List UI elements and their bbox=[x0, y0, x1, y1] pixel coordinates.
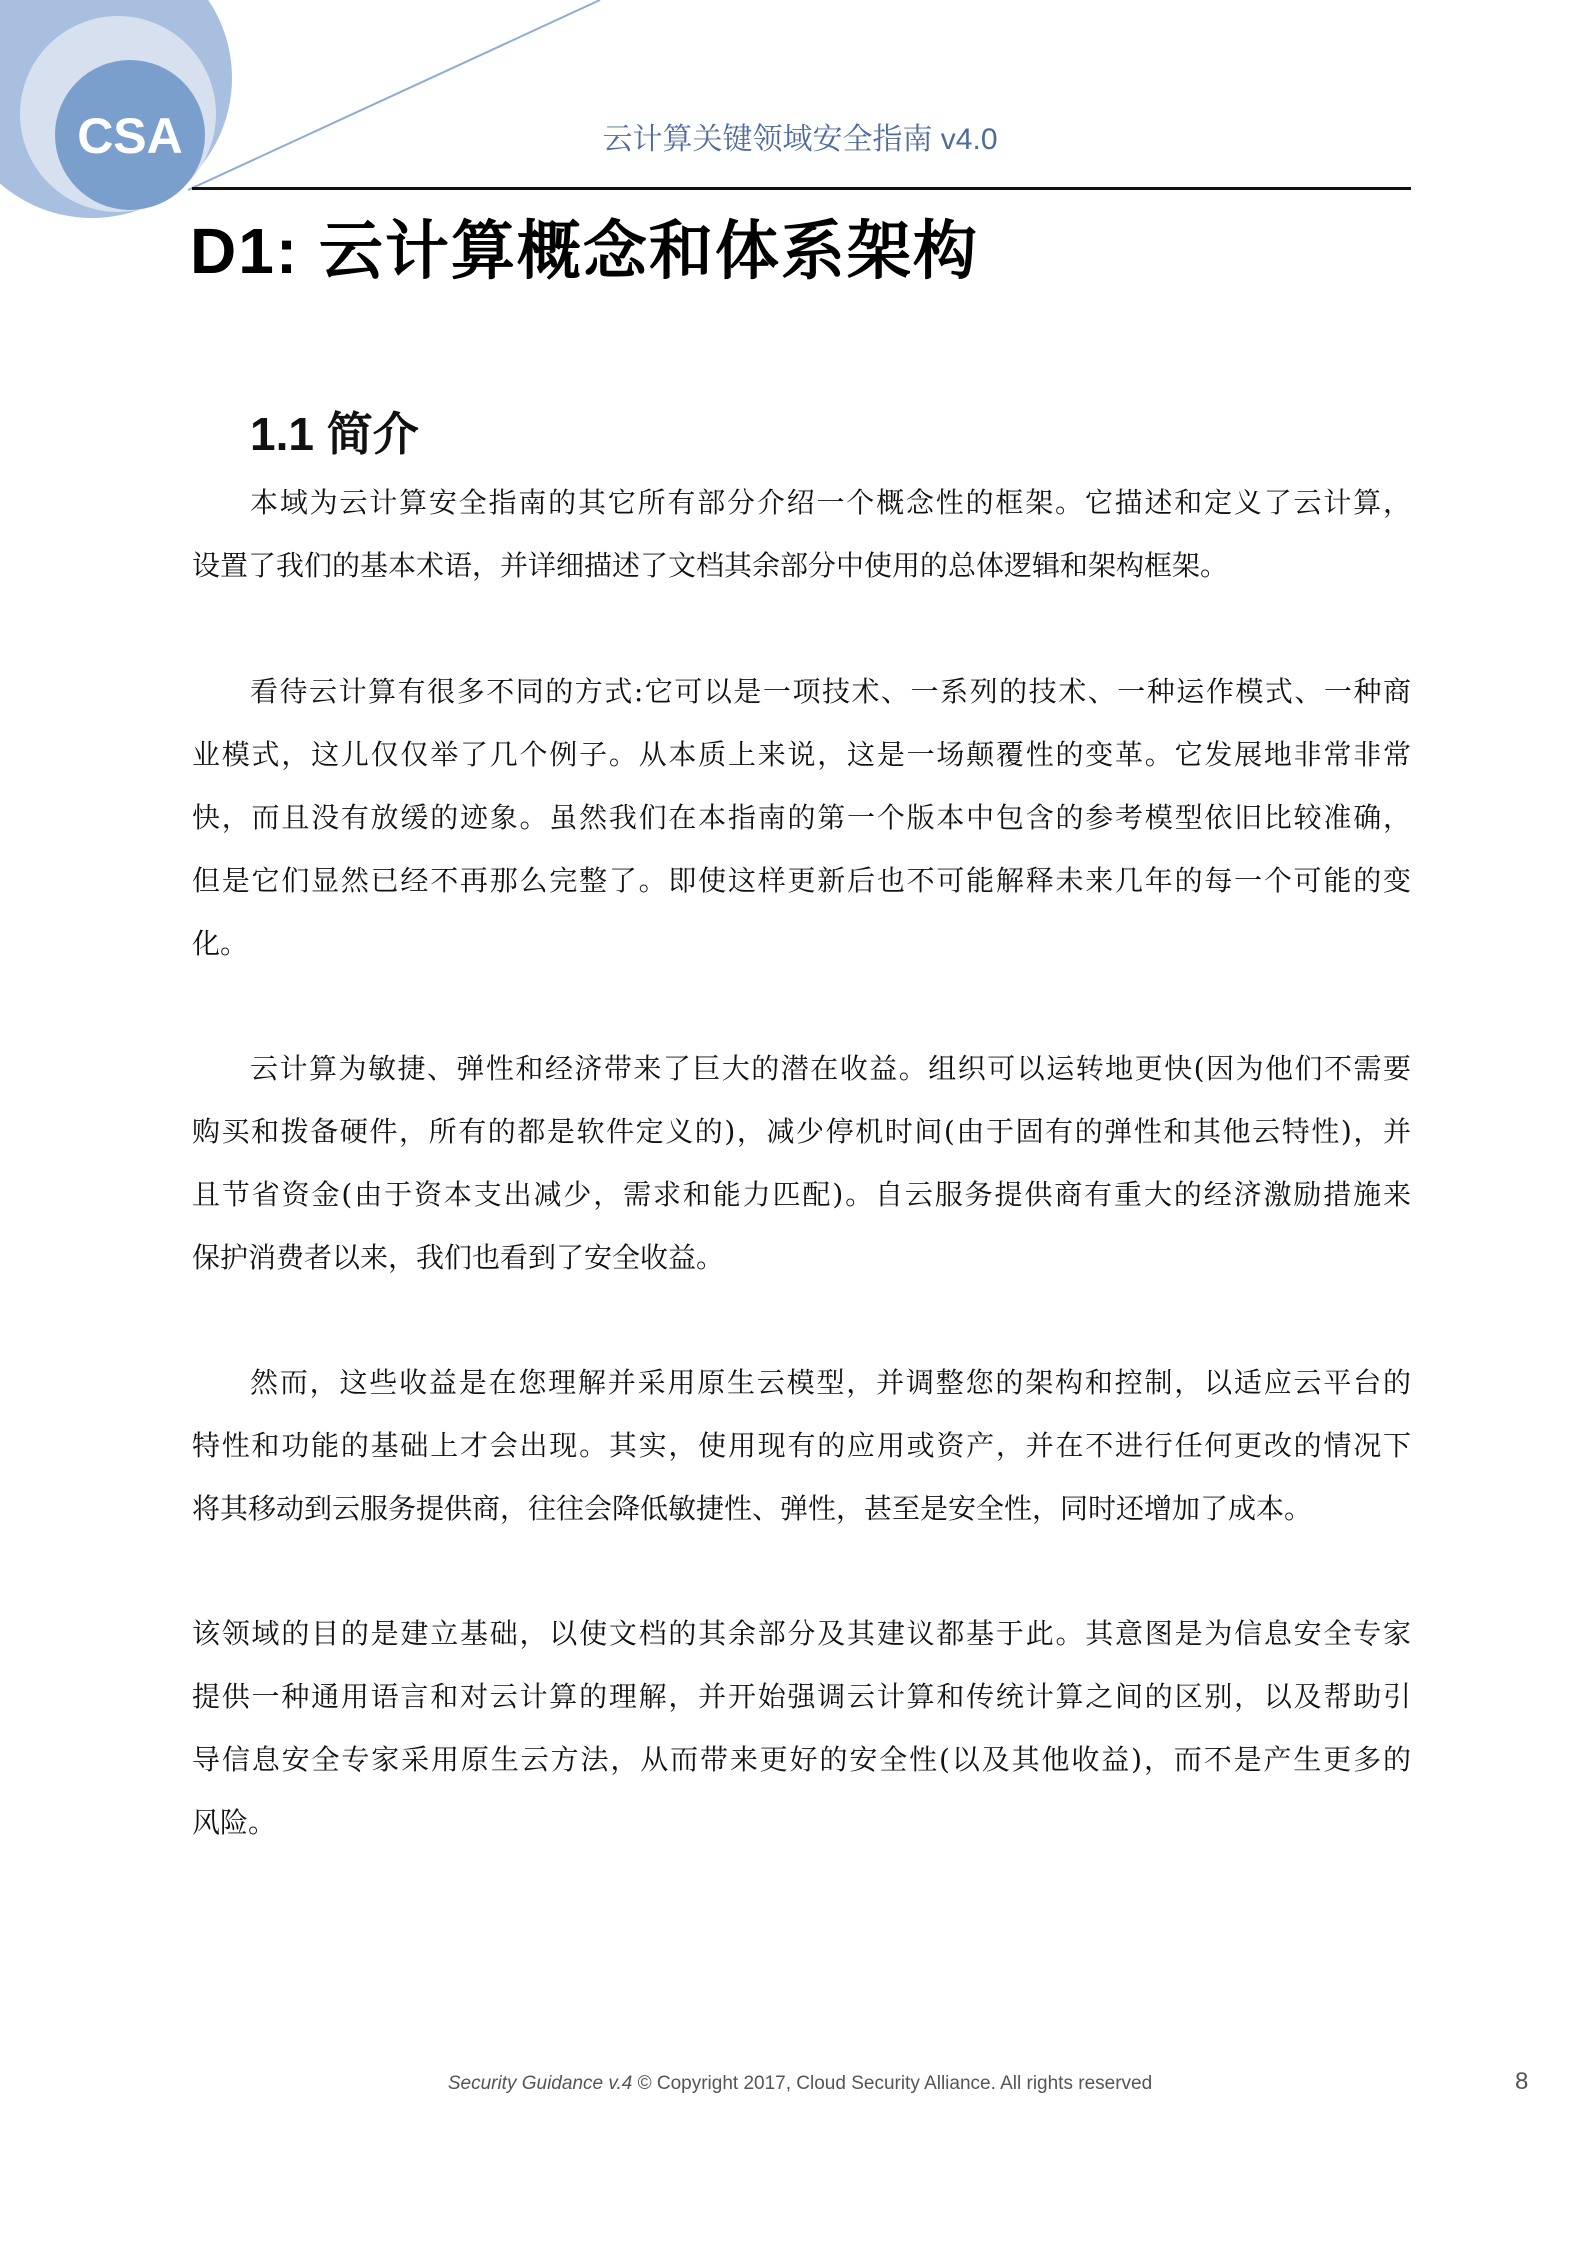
paragraph-line: 购买和拨备硬件，所有的都是软件定义的)，减少停机时间(由于固有的弹性和其他云特性)，并 bbox=[192, 1115, 1411, 1148]
paragraph-line: 但是它们显然已经不再那么完整了。即使这样更新后也不可能解释未来几年的每一个可能的变 bbox=[192, 864, 1411, 897]
paragraph-line: 导信息安全专家采用原生云方法，从而带来更好的安全性(以及其他收益)，而不是产生更多的 bbox=[192, 1743, 1411, 1776]
paragraph-3 bbox=[192, 1037, 1411, 1289]
paragraph-line: 保护消费者以来，我们也看到了安全收益。 bbox=[192, 1241, 725, 1274]
footer-copyright: © Copyright 2017, Cloud Security Alliance. All rights reserved bbox=[637, 2073, 1153, 2094]
paragraph-1 bbox=[192, 471, 1411, 597]
header-rule bbox=[192, 187, 1411, 190]
paragraph-line: 该领域的目的是建立基础，以使文档的其余部分及其建议都基于此。其意图是为信息安全专家 bbox=[192, 1617, 1411, 1650]
footer bbox=[300, 2073, 1300, 2095]
paragraph-line: 且节省资金(由于资本支出减少，需求和能力匹配)。自云服务提供商有重大的经济激励措施来 bbox=[192, 1178, 1411, 1211]
paragraph-line: 看待云计算有很多不同的方式:它可以是一项技术、一系列的技术、一种运作模式、一种商 bbox=[250, 675, 1411, 708]
paragraph-line: 提供一种通用语言和对云计算的理解，并开始强调云计算和传统计算之间的区别，以及帮助引 bbox=[192, 1680, 1411, 1713]
paragraph-5 bbox=[192, 1602, 1411, 1854]
paragraph-line: 快，而且没有放缓的迹象。虽然我们在本指南的第一个版本中包含的参考模型依旧比较准确， bbox=[192, 801, 1411, 834]
page-title: D1: 云计算概念和体系架构 bbox=[190, 215, 979, 287]
paragraph-line: 化。 bbox=[192, 927, 249, 960]
running-title: 云计算关键领域安全指南 v4.0 bbox=[602, 123, 998, 156]
paragraph-2 bbox=[192, 660, 1411, 975]
paragraph-4 bbox=[192, 1351, 1411, 1540]
paragraph-line: 将其移动到云服务提供商，往往会降低敏捷性、弹性，甚至是安全性，同时还增加了成本。 bbox=[192, 1492, 1313, 1525]
paragraph-line: 设置了我们的基本术语，并详细描述了文档其余部分中使用的总体逻辑和架构框架。 bbox=[192, 549, 1229, 582]
paragraph-line: 然而，这些收益是在您理解并采用原生云模型，并调整您的架构和控制，以适应云平台的 bbox=[250, 1366, 1411, 1399]
paragraph-line: 本域为云计算安全指南的其它所有部分介绍一个概念性的框架。它描述和定义了云计算， bbox=[250, 486, 1411, 519]
paragraph-line: 特性和功能的基础上才会出现。其实，使用现有的应用或资产，并在不进行任何更改的情况下 bbox=[192, 1429, 1411, 1462]
paragraph-line: 业模式，这儿仅仅举了几个例子。从本质上来说，这是一场颠覆性的变革。它发展地非常非常 bbox=[192, 738, 1411, 771]
section-heading: 1.1 简介 bbox=[250, 408, 419, 460]
footer-doc-name: Security Guidance v.4 bbox=[447, 2073, 633, 2094]
paragraph-line: 风险。 bbox=[192, 1806, 277, 1839]
paragraph-line: 云计算为敏捷、弹性和经济带来了巨大的潜在收益。组织可以运转地更快(因为他们不需要 bbox=[250, 1052, 1411, 1085]
page-number: 8 bbox=[1515, 2068, 1529, 2095]
logo-text: CSA bbox=[77, 108, 183, 164]
